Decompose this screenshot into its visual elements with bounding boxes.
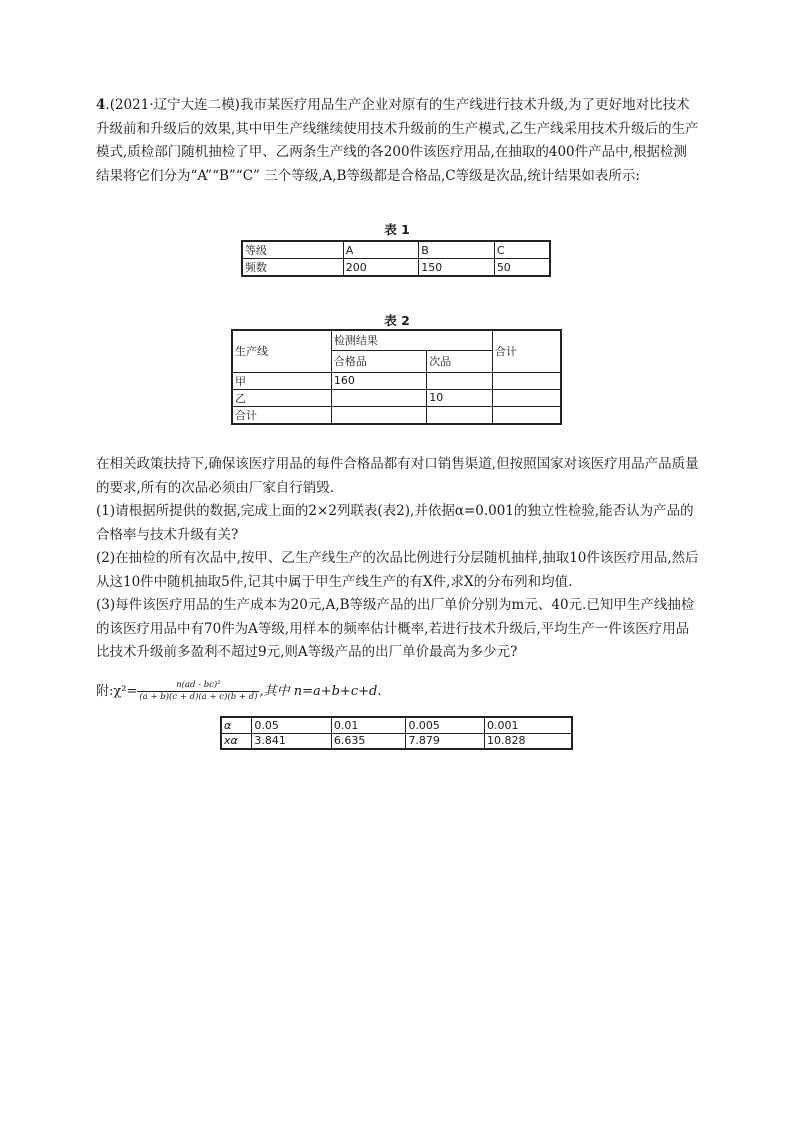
table1-cell: 等级 — [242, 241, 343, 259]
table2-row — [232, 372, 561, 389]
policy-paragraph: 在相关政策扶持下,确保该医疗用品的每件合格品都有对口销售渠道,但按照国家对该医疗用品产品质量的要求,所有的次品必须由厂家自行销毁. — [96, 456, 699, 496]
formula-numerator: n(ad - bc)² — [137, 680, 259, 692]
table3-cell: 3.841 — [252, 733, 332, 749]
formula-prefix: 附:χ²= — [96, 684, 138, 699]
table2-cell: 合计 — [232, 406, 331, 424]
problem-intro-text: .(2021·辽宁大连二模)我市某医疗用品生产企业对原有的生产线进行技术升级,为了更好地对比技术升级前和升级后的效果,其中甲生产线继续使用技术升级前的生产模式,乙生产线采用技术升级后的生产模式,质检部门随机抽检了甲、乙两条生产线的各200件该医疗用品,在抽取的400件产品中,根据检测结果将它们分为“A”“B”“C” 三个等级,A,B等级都是合格品,C等级是次品,统计结果如表所示: — [96, 97, 699, 184]
question-2: (2)在抽检的所有次品中,按甲、乙生产线生产的次品比例进行分层随机抽样,抽取10件该医疗用品,然后从这10件中随机抽取5件,记其中属于甲生产线生产的有X件,求X的分布列和均值. — [96, 550, 699, 590]
table3-cell: xα — [221, 733, 252, 749]
table1 — [241, 240, 551, 277]
table3-row-alpha — [221, 717, 572, 733]
table2-cell — [492, 372, 561, 389]
table3-row-critical — [221, 733, 572, 749]
table2-cell: 10 — [427, 389, 493, 406]
table2-row — [232, 389, 561, 406]
formula-denominator: (a + b)(c + d)(a + c)(b + d) — [139, 692, 258, 702]
table3-cell: 7.879 — [406, 733, 485, 749]
table2-cell — [427, 372, 493, 389]
table1-cell: B — [419, 241, 495, 259]
table3-cell: 6.635 — [331, 733, 406, 749]
table2-cell: 160 — [331, 372, 426, 389]
question-1: (1)请根据所提供的数据,完成上面的2×2列联表(表2),并依据α=0.001的独立性检验,能否认为产品的合格率与技术升级有关? — [96, 503, 694, 543]
table1-cell: 150 — [419, 259, 495, 277]
table2-cell — [492, 389, 561, 406]
formula-suffix: ,其中 n=a+b+c+d. — [259, 684, 382, 699]
table3-cell: 0.05 — [252, 717, 332, 733]
table1-cell: 频数 — [242, 259, 343, 277]
table3-cell: 0.001 — [484, 717, 572, 733]
table1-caption: 表 1 — [384, 222, 410, 237]
table2-header-total: 合计 — [492, 330, 561, 372]
critical-value-table — [220, 716, 573, 750]
table2-header-production-line: 生产线 — [232, 330, 331, 372]
question-3: (3)每件该医疗用品的生产成本为20元,A,B等级产品的出厂单价分别为m元、40元.已知甲生产线抽检的该医疗用品中有70件为A等级,用样本的频率估计概率,若进行技术升级后,平均生产一件该医疗用品比技术升级前多盈利不超过9元,则A等级产品的出厂单价最高为多少元? — [96, 597, 695, 660]
table2-cell — [427, 406, 493, 424]
table1-row-grade — [242, 241, 550, 259]
table2-header-result: 检测结果 — [331, 330, 492, 350]
table2-header-pass: 合格品 — [331, 350, 426, 372]
table2-cell: 甲 — [232, 372, 331, 389]
table2-cell: 乙 — [232, 389, 331, 406]
chi-square-formula — [96, 680, 381, 710]
table2-cell — [492, 406, 561, 424]
table2-cell — [331, 406, 426, 424]
table1-cell: A — [343, 241, 419, 259]
table2-caption: 表 2 — [384, 313, 410, 328]
table3-cell: 10.828 — [484, 733, 572, 749]
table1-row-frequency — [242, 259, 550, 277]
table1-cell: C — [494, 241, 550, 259]
formula-fraction — [137, 680, 259, 703]
table3-cell: α — [221, 717, 252, 733]
table3-cell: 0.005 — [406, 717, 485, 733]
table3-cell: 0.01 — [331, 717, 406, 733]
table2-row — [232, 406, 561, 424]
table2-cell — [331, 389, 426, 406]
problem-intro — [96, 94, 700, 188]
problem-number: 4 — [96, 97, 106, 113]
table2 — [231, 329, 562, 425]
table1-cell: 200 — [343, 259, 419, 277]
table2-header-defect: 次品 — [427, 350, 493, 372]
table1-cell: 50 — [494, 259, 550, 277]
